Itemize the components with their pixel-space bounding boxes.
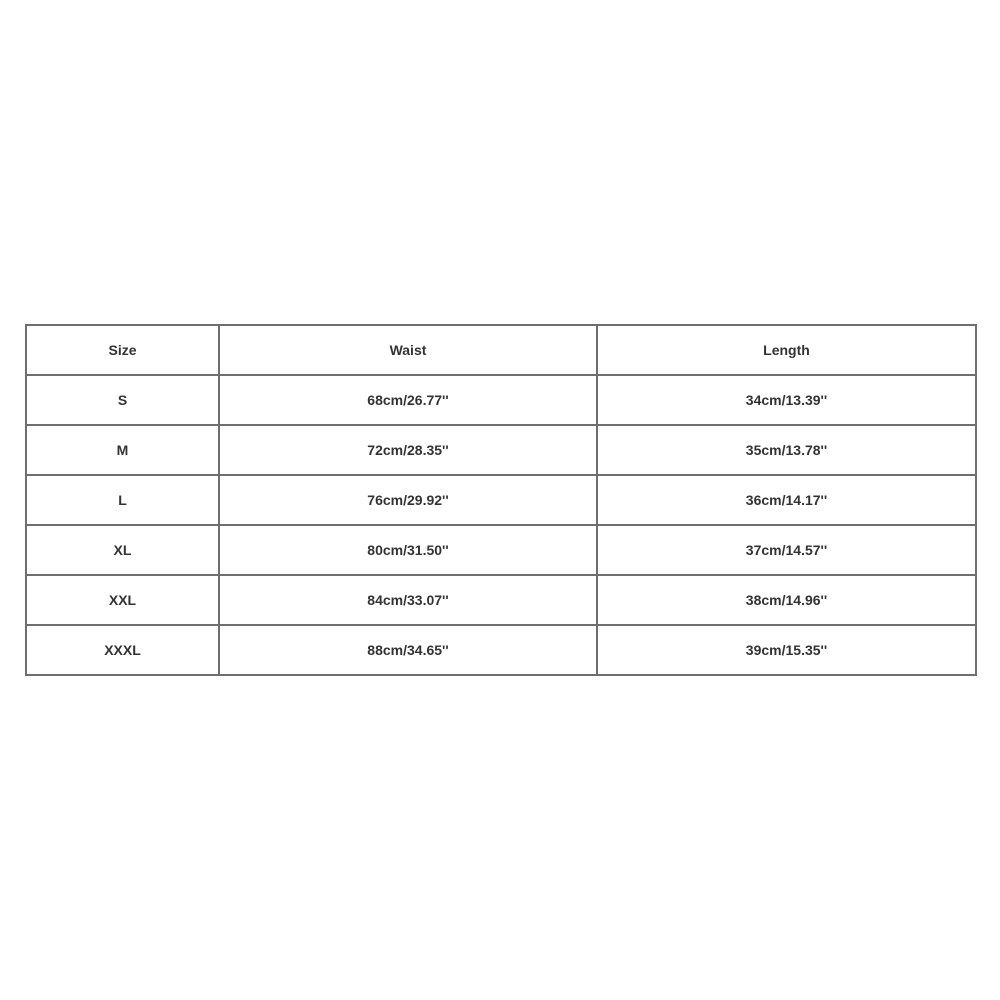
cell-length: 35cm/13.78'' — [597, 425, 976, 475]
cell-size: XL — [26, 525, 219, 575]
cell-size: L — [26, 475, 219, 525]
cell-waist: 68cm/26.77'' — [219, 375, 597, 425]
header-size: Size — [26, 325, 219, 375]
table-row — [26, 525, 976, 575]
cell-size: S — [26, 375, 219, 425]
cell-waist: 80cm/31.50'' — [219, 525, 597, 575]
cell-length: 36cm/14.17'' — [597, 475, 976, 525]
cell-length: 37cm/14.57'' — [597, 525, 976, 575]
cell-length: 39cm/15.35'' — [597, 625, 976, 675]
cell-length: 34cm/13.39'' — [597, 375, 976, 425]
table-row — [26, 425, 976, 475]
cell-waist: 76cm/29.92'' — [219, 475, 597, 525]
cell-waist: 88cm/34.65'' — [219, 625, 597, 675]
table-row — [26, 375, 976, 425]
header-length: Length — [597, 325, 976, 375]
table-row — [26, 475, 976, 525]
cell-waist: 84cm/33.07'' — [219, 575, 597, 625]
table-row — [26, 625, 976, 675]
size-chart-table — [25, 324, 977, 676]
cell-size: XXXL — [26, 625, 219, 675]
table-row — [26, 575, 976, 625]
table-header-row — [26, 325, 976, 375]
cell-length: 38cm/14.96'' — [597, 575, 976, 625]
header-waist: Waist — [219, 325, 597, 375]
cell-waist: 72cm/28.35'' — [219, 425, 597, 475]
cell-size: XXL — [26, 575, 219, 625]
cell-size: M — [26, 425, 219, 475]
